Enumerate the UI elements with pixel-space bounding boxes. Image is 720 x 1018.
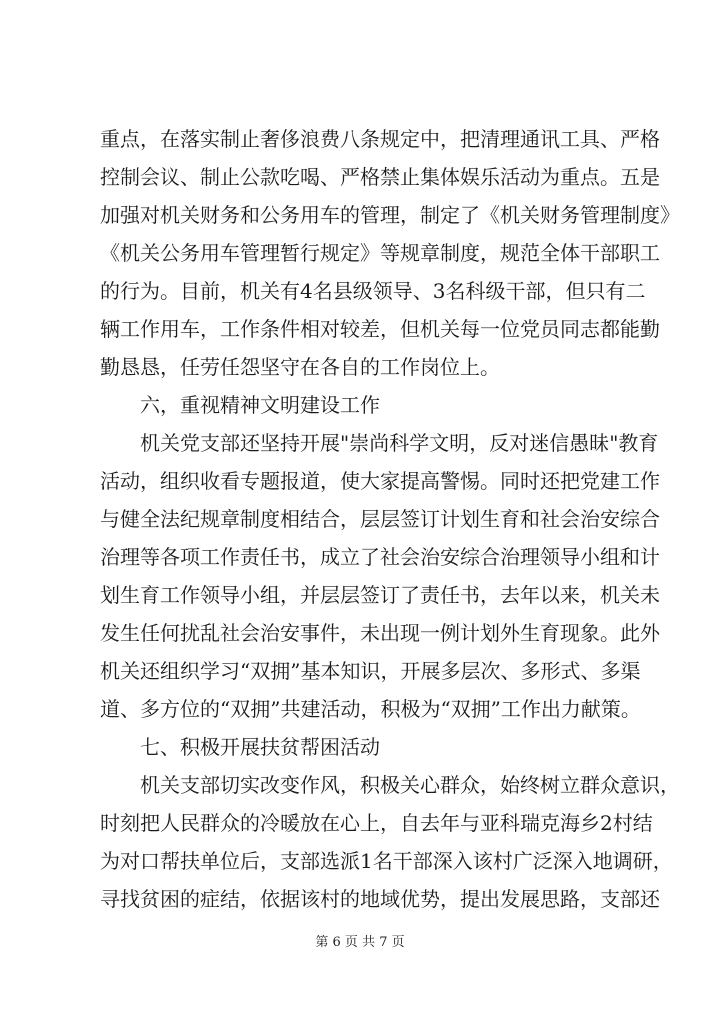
body-text-line: 机关支部切实改变作风，积极关心群众，始终树立群众意识， [140,773,680,797]
page-number-footer: 第 6 页 共 7 页 [315,935,405,950]
body-text-line: 控制会议、制止公款吃喝、严格禁止集体娱乐活动为重点。五是 [100,165,660,189]
section-heading: 六，重视精神文明建设工作 [140,393,380,417]
body-text-line: 发生任何扰乱社会治安事件，未出现一例计划外生育现象。此外 [100,621,660,645]
body-text-line: 机关党支部还坚持开展"崇尚科学文明，反对迷信愚昧"教育 [140,431,659,455]
body-text-line: 机关还组织学习“双拥”基本知识，开展多层次、多形式、多渠 [100,659,641,683]
body-text-line: 道、多方位的“双拥”共建活动，积极为“双拥”工作出力献策。 [100,697,641,721]
body-text-line: 的行为。目前，机关有4名县级领导、3名科级干部，但只有二 [100,279,646,303]
body-text-line: 加强对机关财务和公务用车的管理，制定了《机关财务管理制度》 [100,203,680,227]
body-text-line: 勤恳恳，任劳任怨坚守在各自的工作岗位上。 [100,355,500,379]
body-text-line: 《机关公务用车管理暂行规定》等规章制度，规范全体干部职工 [100,241,660,265]
body-text-line: 划生育工作领导小组，并层层签订了责任书，去年以来，机关未 [100,583,660,607]
body-text-line: 活动，组织收看专题报道，使大家提高警惕。同时还把党建工作 [100,469,660,493]
body-text-line: 时刻把人民群众的冷暖放在心上，自去年与亚科瑞克海乡2村结 [100,811,653,835]
body-text-line: 重点，在落实制止奢侈浪费八条规定中，把清理通讯工具、严格 [100,127,660,151]
body-text-line: 辆工作用车，工作条件相对较差，但机关每一位党员同志都能勤 [100,317,660,341]
body-text-line: 寻找贫困的症结，依据该村的地域优势，提出发展思路，支部还 [100,887,660,911]
body-text-line: 为对口帮扶单位后，支部选派1名干部深入该村广泛深入地调研， [100,849,673,873]
body-text-line: 治理等各项工作责任书，成立了社会治安综合治理领导小组和计 [100,545,660,569]
body-text-line: 与健全法纪规章制度相结合，层层签订计划生育和社会治安综合 [100,507,660,531]
section-heading: 七、积极开展扶贫帮困活动 [140,735,380,759]
